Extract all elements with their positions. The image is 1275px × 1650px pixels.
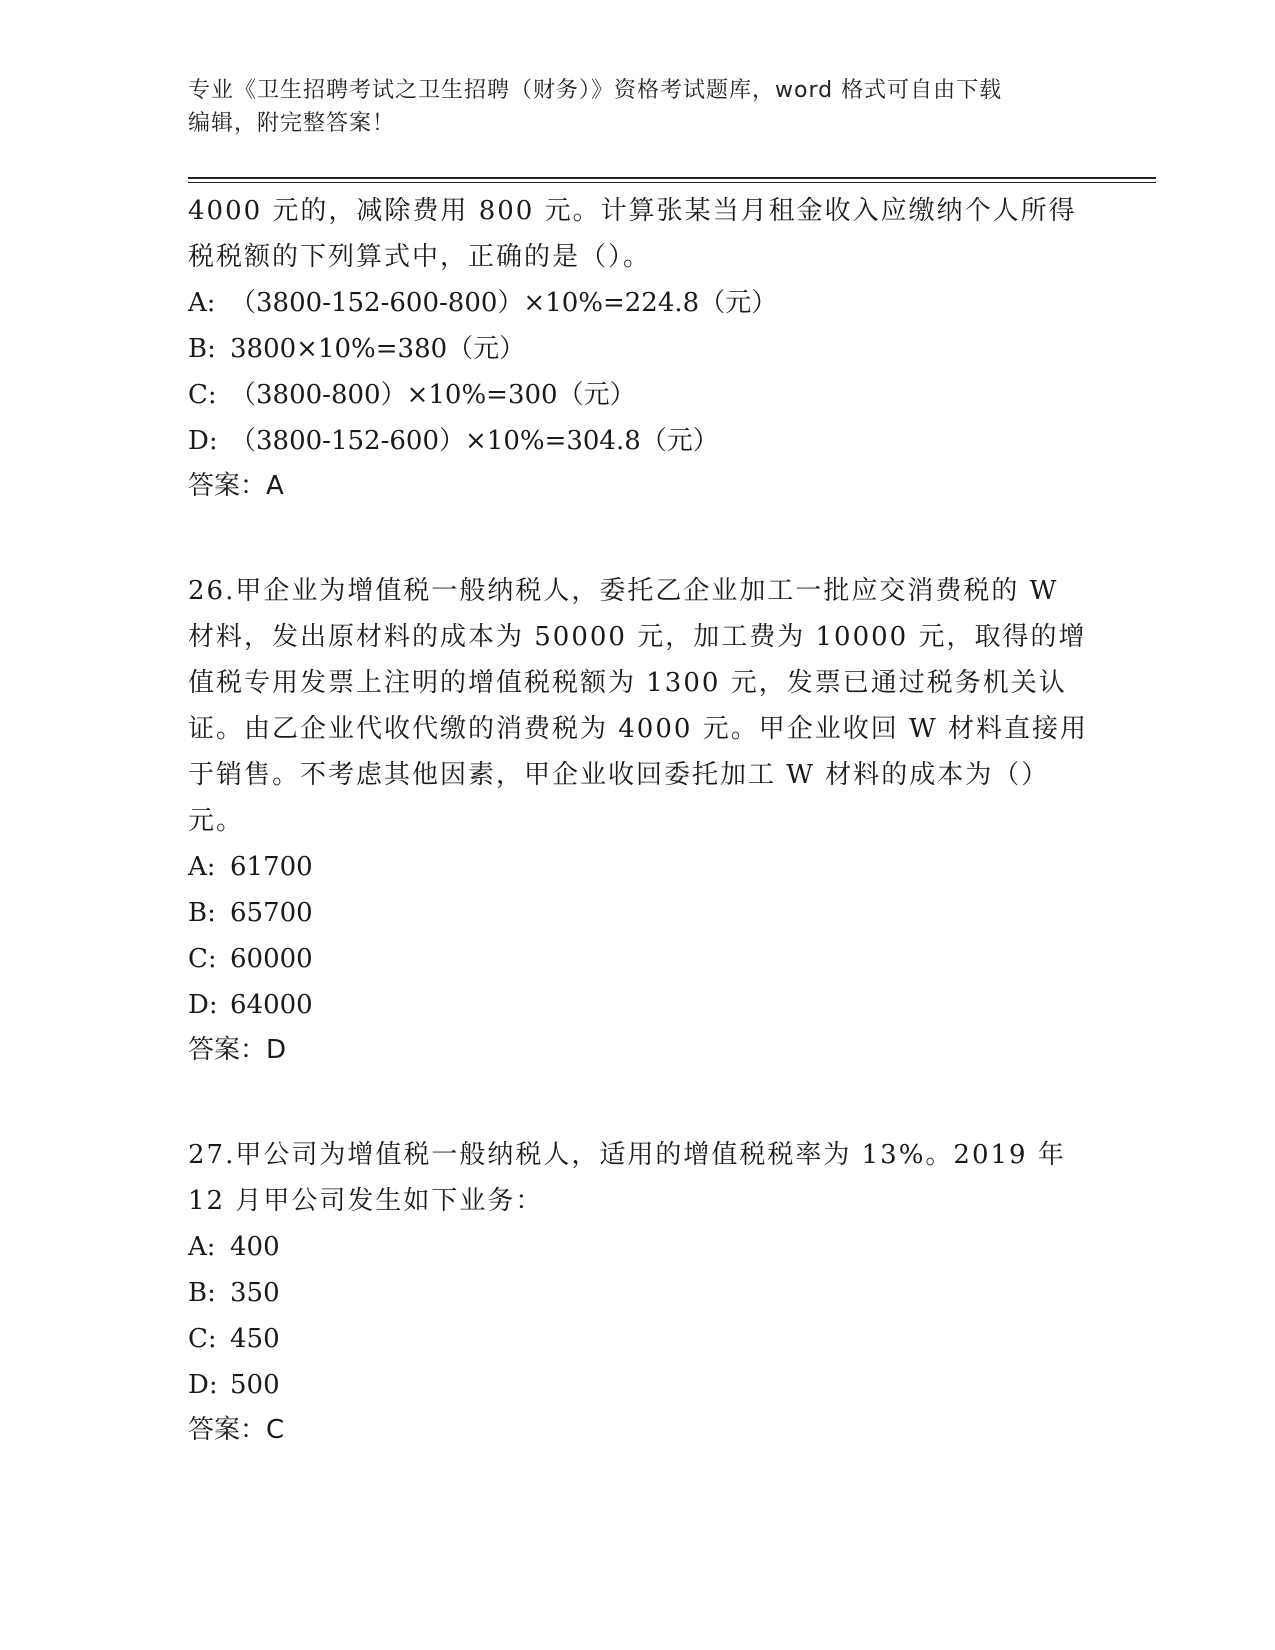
question-list bbox=[188, 188, 1088, 1452]
option-c bbox=[188, 1316, 1088, 1362]
header-title-line-1: 专业《卫生招聘考试之卫生招聘（财务）》资格考试题库，word 格式可自由下载 bbox=[188, 78, 1003, 103]
option-text: 65700 bbox=[230, 898, 313, 928]
question-text-line: 4000 元的，减除费用 800 元。计算张某当月租金收入应缴纳个人所得 bbox=[188, 196, 1077, 226]
option-text: 500 bbox=[230, 1370, 280, 1400]
option-text: （3800-152-600-800）×10%=224.8（元） bbox=[230, 288, 778, 318]
question-text-line: 12 月甲公司发生如下业务： bbox=[188, 1186, 544, 1216]
option-text: 64000 bbox=[230, 990, 313, 1020]
option-letter: A: bbox=[188, 852, 216, 882]
question-text-line: 材料，发出原材料的成本为 50000 元，加工费为 10000 元，取得的增 bbox=[188, 622, 1087, 652]
option-letter: C: bbox=[188, 380, 217, 410]
option-text: 3800×10%=380（元） bbox=[230, 334, 526, 364]
option-letter: B: bbox=[188, 898, 216, 928]
question-spacer bbox=[188, 508, 1088, 568]
option-a bbox=[188, 1224, 1088, 1270]
question-text-line: 27.甲公司为增值税一般纳税人，适用的增值税税率为 13%。2019 年 bbox=[188, 1140, 1066, 1170]
option-text: （3800-152-600）×10%=304.8（元） bbox=[230, 426, 719, 456]
answer-line: 答案：C bbox=[188, 1415, 285, 1445]
option-a bbox=[188, 844, 1088, 890]
option-a bbox=[188, 280, 1088, 326]
option-text: 450 bbox=[230, 1324, 280, 1354]
option-c bbox=[188, 372, 1088, 418]
option-b bbox=[188, 326, 1088, 372]
question-spacer bbox=[188, 1072, 1088, 1132]
option-c bbox=[188, 936, 1088, 982]
option-text: 61700 bbox=[230, 852, 313, 882]
header-divider-thick bbox=[188, 177, 1156, 179]
option-b bbox=[188, 1270, 1088, 1316]
question-block bbox=[188, 1132, 1088, 1452]
header-divider-thin bbox=[188, 182, 1156, 183]
question-block bbox=[188, 188, 1088, 508]
answer-line: 答案：A bbox=[188, 471, 284, 501]
option-text: 400 bbox=[230, 1232, 280, 1262]
question-text-line: 税税额的下列算式中，正确的是（）。 bbox=[188, 242, 652, 272]
option-letter: C: bbox=[188, 1324, 217, 1354]
option-letter: A: bbox=[188, 288, 216, 318]
option-text: 350 bbox=[230, 1278, 280, 1308]
option-d bbox=[188, 418, 1088, 464]
option-d bbox=[188, 1362, 1088, 1408]
question-text-line: 值税专用发票上注明的增值税税额为 1300 元，发票已通过税务机关认 bbox=[188, 668, 1067, 698]
option-text: 60000 bbox=[230, 944, 313, 974]
question-block bbox=[188, 568, 1088, 1072]
option-letter: A: bbox=[188, 1232, 216, 1262]
header-title-line-2: 编辑，附完整答案！ bbox=[188, 111, 396, 136]
question-text-line: 于销售。不考虑其他因素，甲企业收回委托加工 W 材料的成本为（） bbox=[188, 760, 1050, 790]
option-text: （3800-800）×10%=300（元） bbox=[230, 380, 636, 410]
answer-line: 答案：D bbox=[188, 1035, 287, 1065]
question-text-line: 26.甲企业为增值税一般纳税人，委托乙企业加工一批应交消费税的 W bbox=[188, 576, 1059, 606]
option-letter: B: bbox=[188, 334, 216, 364]
option-d bbox=[188, 982, 1088, 1028]
question-text-line: 证。由乙企业代收代缴的消费税为 4000 元。甲企业收回 W 材料直接用 bbox=[188, 714, 1088, 744]
option-letter: C: bbox=[188, 944, 217, 974]
document-header bbox=[188, 74, 1088, 140]
option-letter: D: bbox=[188, 426, 218, 456]
option-letter: B: bbox=[188, 1278, 216, 1308]
option-b bbox=[188, 890, 1088, 936]
question-text-line: 元。 bbox=[188, 806, 245, 836]
option-letter: D: bbox=[188, 990, 218, 1020]
option-letter: D: bbox=[188, 1370, 218, 1400]
